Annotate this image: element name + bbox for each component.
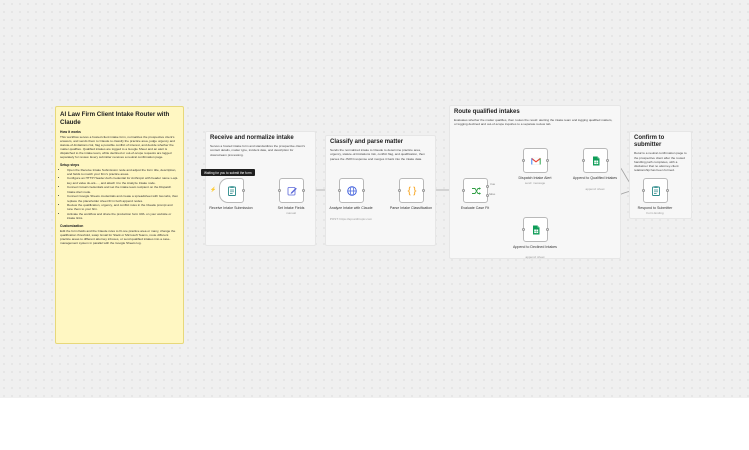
section-route-title: Route qualified intakes — [454, 109, 520, 115]
node-subtitle: POST: https://api.anthropic.com — [329, 217, 373, 221]
output-port[interactable] — [362, 189, 365, 192]
section-classify-text: Sends the normalized intake to Claude to determine practice area, urgency, statute-of-limitations risk, conflict flag, and qualification, then parses the JSON response and merges it back into the intake data. — [330, 148, 425, 161]
section-confirm-title: Confirm to submitter — [634, 135, 665, 149]
note-setup-heading: Setup steps — [60, 162, 80, 167]
node-subtitle: send: message — [524, 181, 546, 185]
input-port[interactable] — [338, 189, 341, 192]
output-port[interactable] — [546, 159, 549, 162]
edge-label-true: true — [490, 182, 496, 186]
node-subtitle: manual — [286, 211, 296, 215]
section-receive-title: Receive and normalize intake — [210, 135, 294, 141]
section-confirm-text: Returns a neutral confirmation page to the prospective client after the routed handling path completes, with a disclaimer that no attorney-client relationship has been formed. — [634, 151, 687, 173]
node-dispatch-alert[interactable] — [523, 148, 548, 173]
node-subtitle: append: sheet — [525, 255, 545, 259]
node-respond-submitter[interactable] — [643, 178, 668, 203]
output-port[interactable] — [422, 189, 425, 192]
node-label: Append to Qualified Intakes — [572, 176, 618, 180]
blank-area — [0, 398, 749, 450]
sheets-icon — [590, 155, 602, 167]
node-append-declined[interactable] — [523, 217, 548, 242]
node-label: Dispatch Intake Alert — [518, 176, 552, 180]
input-port[interactable] — [462, 189, 465, 192]
globe-icon — [346, 185, 358, 197]
input-port[interactable] — [398, 189, 401, 192]
node-append-qualified[interactable] — [583, 148, 608, 173]
node-parse-classification[interactable] — [399, 178, 424, 203]
input-port[interactable] — [642, 189, 645, 192]
setup-step: • Connect Gmail credentials and set the intake team recipient on the Dispatch Intake Alert node. — [67, 185, 179, 193]
setup-step: • Open the Receive Intake Submission node and adjust the form title, description, and fields to match your firm's practice areas. — [67, 168, 179, 176]
pencil-icon — [286, 185, 298, 197]
form-icon — [650, 185, 662, 197]
note-title: AI Law Firm Client Intake Router with Claude — [60, 111, 170, 126]
output-port[interactable] — [666, 189, 669, 192]
sheets-icon — [530, 224, 542, 236]
setup-step: • Activate the workflow and share the production form URL on your website or intake links. — [67, 212, 179, 220]
note-setup-list — [60, 168, 179, 221]
output-port[interactable] — [302, 189, 305, 192]
trigger-tooltip: Waiting for you to submit the form — [201, 169, 255, 176]
setup-step: • Configure an HTTP Header Auth credential for Anthropic with header name x-api-key and value sk-ant-..., and attach it to the Analyze Intake node. — [67, 176, 179, 184]
trigger-bolt-icon: ⚡ — [210, 187, 217, 193]
node-label: Analyze Intake with Claude — [329, 206, 373, 210]
output-port-true[interactable] — [486, 185, 489, 188]
node-subtitle: Form Ending — [646, 211, 664, 215]
section-route-text: Evaluates whether the matter qualifies, then routes the result: alerting the intake team and logging qualified matters, or logging declined and out-of-scope inquiries to a separate review tab. — [454, 118, 613, 127]
node-label: Respond to Submitter — [637, 206, 673, 210]
input-port[interactable] — [522, 228, 525, 231]
section-classify-title: Classify and parse matter — [330, 139, 404, 145]
gmail-icon — [530, 155, 542, 167]
node-label: Append to Declined Intakes — [513, 245, 557, 249]
node-receive-intake[interactable] — [219, 178, 244, 203]
note-how-text: This workflow serves a hosted client intake form, normalizes the prospective client's answers, and sends them to Claude to classify the practice area, judge urgency and statute-of-limitations risk, flag a possible conflict of interest, and decide whether the matter qualifies. Qualified intakes are logged to a Google Sheet and an alert is dispatched to the intake team, while declined or out-of-scope requests are logged separately for review. Every submitter receives a neutral confirmation page. — [60, 134, 175, 160]
setup-step: • Connect Google Sheets credentials and create a spreadsheet with two tabs, then replace the placeholder sheet ID in both append nodes. — [67, 194, 179, 202]
node-analyze-intake[interactable] — [339, 178, 364, 203]
input-port[interactable] — [278, 189, 281, 192]
note-how-heading: How it works — [60, 129, 81, 134]
input-port[interactable] — [582, 159, 585, 162]
section-receive-text: Serves a hosted intake form and standardizes the prospective client's contact details, matter type, incident date, and description for downstream processing. — [210, 144, 306, 157]
note-custom-heading: Customization — [60, 223, 84, 228]
node-label: Receive Intake Submission — [209, 206, 253, 210]
setup-step: • Review the qualification, urgency, and conflict rules in the Claude prompt and tune them to your firm. — [67, 203, 179, 211]
output-port[interactable] — [606, 159, 609, 162]
node-set-intake-fields[interactable] — [279, 178, 304, 203]
node-evaluate-case-fit[interactable] — [463, 178, 488, 203]
switch-icon — [470, 185, 482, 197]
node-label: Set Intake Fields — [277, 206, 305, 210]
note-custom-text: Edit the form fields and the Claude rules to fit one practice area or many, change the qualification threshold, swap Gmail for Slack or Microsoft Teams, route different practice areas to different attorney inboxes, or send qualified intakes into a case-management system in parallel with the Google Sheets log. — [60, 228, 176, 246]
node-label: Parse Intake Classification — [389, 206, 433, 210]
output-port[interactable] — [242, 189, 245, 192]
output-port[interactable] — [546, 228, 549, 231]
node-label: Evaluate Case Fit — [460, 206, 490, 210]
form-icon — [226, 185, 238, 197]
node-subtitle: append: sheet — [585, 187, 605, 191]
code-icon — [406, 185, 418, 197]
edge-label-false: false — [489, 192, 496, 196]
workflow-description-note[interactable] — [55, 106, 184, 344]
input-port[interactable] — [522, 159, 525, 162]
